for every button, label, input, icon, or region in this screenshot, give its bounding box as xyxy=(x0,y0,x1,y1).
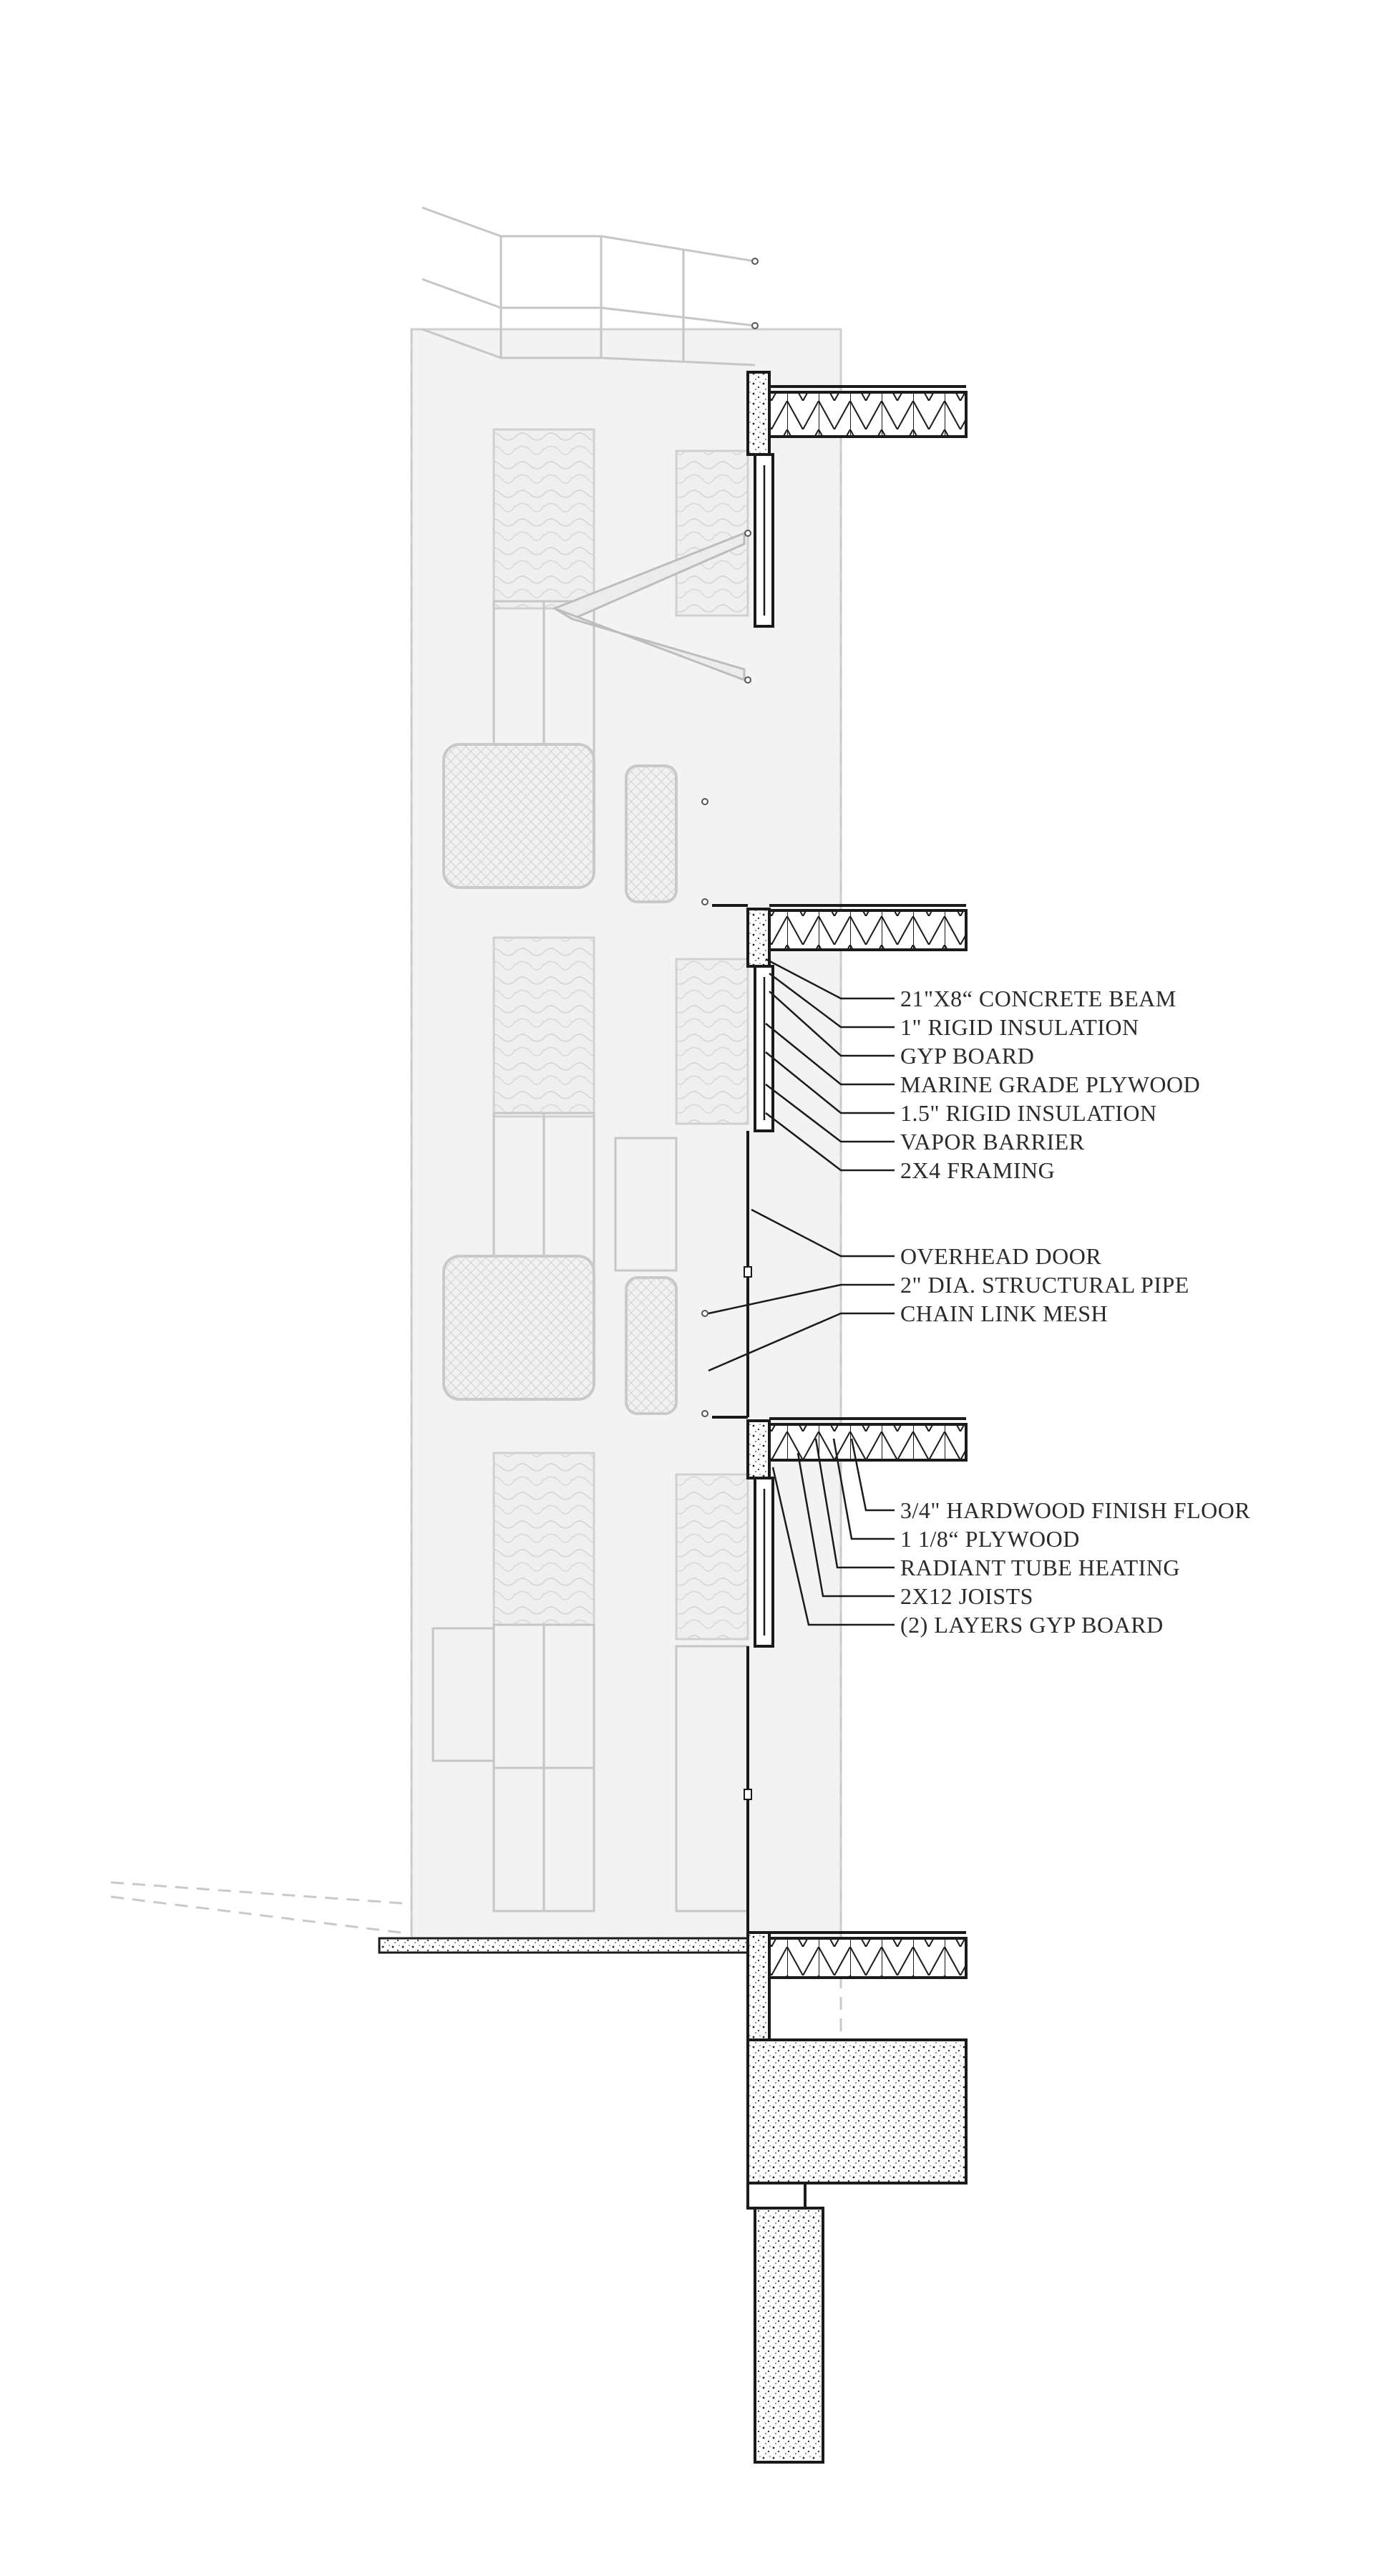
callout-concrete-beam: 21"X8“ CONCRETE BEAM xyxy=(900,986,1176,1011)
callout-rigid-insulation-1-5in: 1.5" RIGID INSULATION xyxy=(900,1100,1157,1126)
callout-radiant-heating: RADIANT TUBE HEATING xyxy=(900,1555,1181,1580)
upper-callouts xyxy=(900,986,1200,1183)
callout-marine-plywood: MARINE GRADE PLYWOOD xyxy=(900,1071,1201,1097)
lower-callouts xyxy=(900,1497,1250,1638)
callout-hardwood-floor: 3/4" HARDWOOD FINISH FLOOR xyxy=(900,1497,1251,1523)
callout-gyp-board: GYP BOARD xyxy=(900,1043,1035,1069)
callout-vapor-barrier: VAPOR BARRIER xyxy=(900,1129,1085,1155)
callout-plywood: 1 1/8“ PLYWOOD xyxy=(900,1526,1080,1552)
callout-structural-pipe: 2" DIA. STRUCTURAL PIPE xyxy=(900,1272,1189,1298)
middle-callouts xyxy=(900,1243,1189,1326)
callout-gyp-board-layers: (2) LAYERS GYP BOARD xyxy=(900,1612,1164,1638)
callout-overhead-door: OVERHEAD DOOR xyxy=(900,1243,1102,1269)
callout-rigid-insulation-1in: 1" RIGID INSULATION xyxy=(900,1014,1139,1040)
callout-joists: 2X12 JOISTS xyxy=(900,1583,1033,1609)
callout-chain-link-mesh: CHAIN LINK MESH xyxy=(900,1301,1109,1326)
building-elevation-background xyxy=(111,208,841,2076)
callout-2x4-framing: 2X4 FRAMING xyxy=(900,1157,1056,1183)
